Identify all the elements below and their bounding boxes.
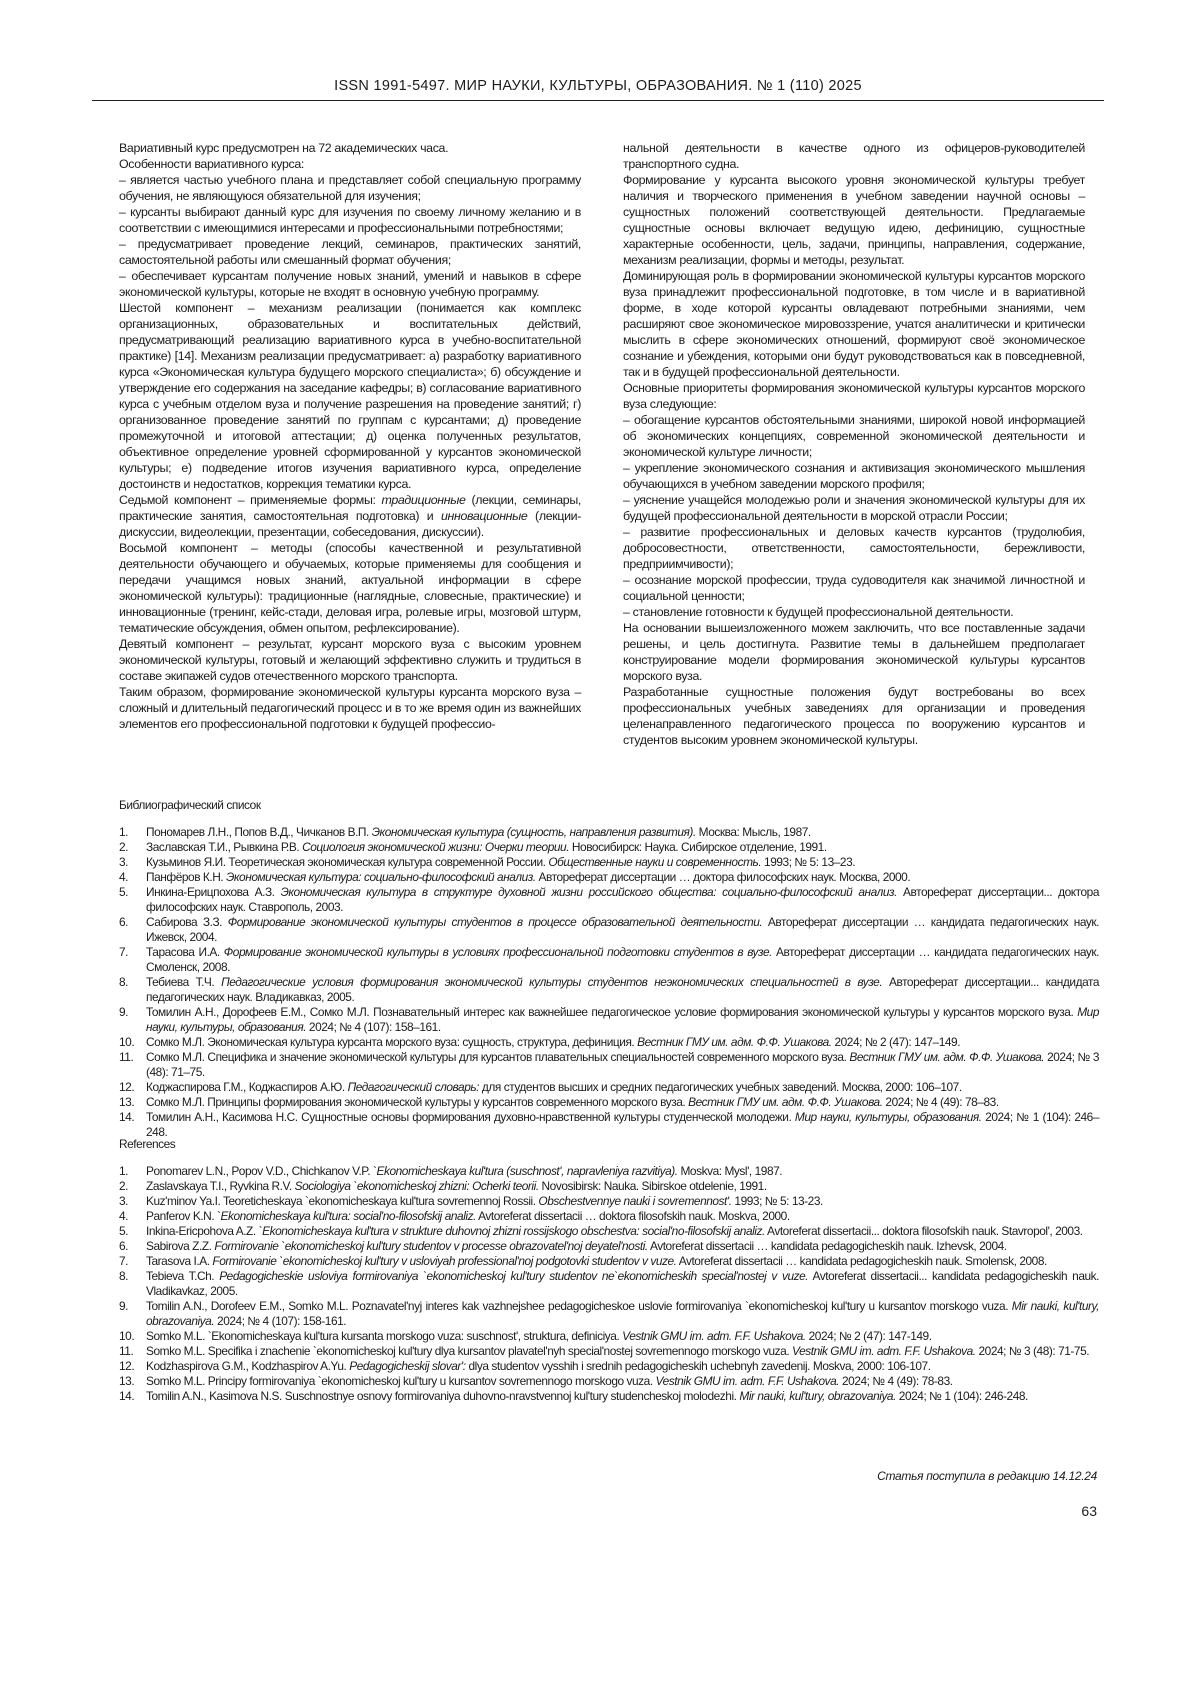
entry-number: 5. [119,1224,146,1239]
entry-text [146,1095,1099,1110]
entry-text-run: Тарасова И.А. [146,945,224,959]
bibliography-entry [119,1005,1099,1035]
entry-number: 12. [119,1359,146,1374]
entry-text-run: Novosibirsk: Nauka. Sibirskoe otdelenie, 1991. [539,1179,767,1193]
entry-text [146,1299,1099,1329]
entry-italic: Vestnik GMU im. adm. F.F. Ushakova. [622,1329,806,1343]
entry-text-run: Коджаспирова Г.М., Коджаспиров А.Ю. [146,1080,348,1094]
entry-number: 9. [119,1299,146,1329]
entry-text [146,1179,1099,1194]
entry-number: 1. [119,825,146,840]
entry-text [146,855,1099,870]
bibliography-entry [119,1035,1099,1050]
bibliography-entry [119,915,1099,945]
entry-text-run: dlya studentov vysshih i srednih pedagogicheskih uchebnyh zavedenij. Moskva, 2000: 106-107. [466,1359,931,1373]
paragraph: Основные приоритеты формирования экономической культуры курсантов морского вуза следующие: [623,380,1085,412]
entry-italic: Мир науки, культуры, образования. [795,1110,982,1124]
entry-text [146,1344,1099,1359]
references-list [119,1164,1099,1404]
entry-italic: Mir nauki, kul'tury, obrazovaniya. [146,1299,1099,1328]
entry-text-run: Tebieva T.Ch. [146,1269,219,1283]
entry-italic: Pedagogicheskij slovar': [349,1359,465,1373]
entry-italic: Вестник ГМУ им. адм. Ф.Ф. Ушакова. [849,1050,1044,1064]
entry-text [146,1050,1099,1080]
entry-text-run: Avtoreferat dissertacii … kandidata pedagogicheskih nauk. Smolensk, 2008. [677,1254,1047,1268]
entry-number: 3. [119,855,146,870]
received-date-note: Статья поступила в редакцию 14.12.24 [700,1469,1097,1483]
entry-number: 14. [119,1389,146,1404]
entry-text [146,1194,1099,1209]
entry-number: 13. [119,1095,146,1110]
entry-italic: Формирование экономической культуры в условиях профессиональной подготовки студентов в вузе. [224,945,772,959]
entry-number: 3. [119,1194,146,1209]
entry-number: 2. [119,840,146,855]
entry-text [146,825,1099,840]
entry-text-run: Сомко М.Л. Экономическая культура курсанта морского вуза: сущность, структура, дефиниция. [146,1035,637,1049]
list-item: – становление готовности к будущей профессиональной деятельности. [623,604,1085,620]
bibliography-section [119,798,1099,1140]
entry-text-run: Avtoreferat dissertacii... doktora filosofskih nauk. Stavropol', 2003. [765,1224,1083,1238]
paragraph: Шестой компонент – механизм реализации (понимается как комплекс организационных, образовательных и воспитательных действий, предусматривающий реализацию вариативного курса в учебно-воспитательной практике) [14]. Механизм реализации предусматривает: а) разработку вариативного курса «Экономическая культура будущего морского специалиста»; б) обсуждение и утверждение его содержания на заседание кафедры; в) согласование вариативного курса с учебным отделом вуза и получение разрешения на проведение занятий; г) организованное проведение занятий по группам с курсантами; д) проведение промежуточной и итоговой аттестации; д) оценка полученных результатов, объективное определение уровней сформированной у курсантов экономической культуры; е) подведение итогов изучения вариативного курса, определение достоинств и недостатков, коррекция тематики курса. [119,300,581,492]
bibliography-list [119,825,1099,1140]
entry-text-run: Avtoreferat dissertacii … kandidata pedagogicheskih nauk. Izhevsk, 2004. [648,1239,1007,1253]
entry-text-run: 2024; № 2 (47): 147-149. [806,1329,932,1343]
list-item: – обогащение курсантов обстоятельными знаниями, широкой новой информацией об экономических концепциях, современной экономической деятельности и экономической культуре личности; [623,412,1085,460]
entry-text [146,1005,1099,1035]
italic-term: традиционные [382,493,466,507]
references-heading: References [119,1137,1099,1152]
entry-text [146,1224,1099,1239]
entry-italic: `Ekonomicheskaya kul'tura v strukture duhovnoj zhizni rossijskogo obschestva: social'no-filosofskij analiz. [259,1224,765,1238]
list-item: – является частью учебного плана и представляет собой специальную программу обучения, не являющуюся обязательной для изучения; [119,172,581,204]
reference-entry [119,1209,1099,1224]
bibliography-entry [119,975,1099,1005]
list-item: – обеспечивает курсантам получение новых знаний, умений и навыков в сфере экономической культуры, которые не входят в основную учебную программу. [119,268,581,300]
entry-italic: Вестник ГМУ им. адм. Ф.Ф. Ушакова. [637,1035,831,1049]
entry-number: 5. [119,885,146,915]
entry-number: 7. [119,945,146,975]
entry-text [146,1035,1099,1050]
entry-number: 7. [119,1254,146,1269]
entry-text-run: Инкина-Ерицпохова А.З. [146,885,281,899]
reference-entry [119,1164,1099,1179]
bibliography-entry [119,1110,1099,1140]
entry-number: 10. [119,1035,146,1050]
entry-italic: Formirovanie `ekonomicheskoj kul'tury studentov v processe obrazovatel'noj deyatel'nosti. [214,1239,647,1253]
paragraph: нальной деятельности в качестве одного из офицеров-руководителей транспортного судна. [623,140,1085,172]
entry-italic: Mir nauki, kul'tury, obrazovaniya. [739,1389,896,1403]
reference-entry [119,1194,1099,1209]
reference-entry [119,1299,1099,1329]
entry-italic: Мир науки, культуры, образования. [146,1005,1099,1034]
paragraph [119,492,581,540]
entry-text-run: Кузьминов Я.И. Теоретическая экономическая культура современной России. [146,855,548,869]
bibliography-entry [119,1080,1099,1095]
entry-italic: Экономическая культура (сущность, направления развития). [372,825,696,839]
entry-italic: Экономическая культура: социально-философский анализ. [226,870,536,884]
entry-text-run: Kuz'minov Ya.I. Teoreticheskaya `ekonomicheskaya kul'tura sovremennoj Rossii. [146,1194,538,1208]
left-column [119,140,581,748]
entry-italic: Экономическая культура в структуре духовной жизни российского общества: социально-философский анализ. [281,885,897,899]
entry-text [146,1389,1099,1404]
entry-text [146,870,1099,885]
entry-text-run: Moskva: Mysl', 1987. [678,1164,783,1178]
entry-text-run: Сабирова З.З. [146,915,228,929]
entry-number: 11. [119,1344,146,1359]
page-number: 63 [1000,1503,1097,1519]
text-run: (лекции-дискуссии, видеолекции, презентации, собеседования, дискуссии). [119,509,581,539]
entry-text-run: Tomilin A.N., Kasimova N.S. Suschnostnye osnovy formirovaniya duhovno-nravstvennoj kul'tury studencheskoj molodezhi. [146,1389,739,1403]
entry-text-run: 1993; № 5: 13–23. [761,855,855,869]
reference-entry [119,1179,1099,1194]
entry-text [146,1329,1099,1344]
list-item: – развитие профессиональных и деловых качеств курсантов (трудолюбия, добросовестности, ответственности, самостоятельности, бережливости, предприимчивости); [623,524,1085,572]
entry-number: 12. [119,1080,146,1095]
entry-text-run: Panferov K.N. [146,1209,217,1223]
entry-text-run: Пономарев Л.Н., Попов В.Д., Чичканов В.П. [146,825,372,839]
entry-text-run: 2024; № 2 (47): 147–149. [832,1035,960,1049]
entry-text [146,885,1099,915]
entry-text-run: Inkina-Ericpohova A.Z. [146,1224,259,1238]
entry-text-run: 2024; № 4 (107): 158–161. [306,1020,441,1034]
list-item: – осознание морской профессии, труда судоводителя как значимой личностной и социальной ценности; [623,572,1085,604]
entry-number: 6. [119,1239,146,1254]
paragraph: На основании вышеизложенного можем заключить, что все поставленные задачи решены, и цель достигнута. Развитие темы в дальнейшем предполагает конструирование модели формирования экономической культуры курсантов морского вуза. [623,620,1085,684]
references-section [119,1137,1099,1404]
bibliography-entry [119,885,1099,915]
entry-italic: Vestnik GMU im. adm. F.F. Ushakova. [792,1344,976,1358]
entry-text-run: 2024; № 4 (107): 158-161. [214,1314,346,1328]
entry-text-run: 2024; № 1 (104): 246–248. [146,1110,1099,1139]
entry-italic: `Ekonomicheskaya kul'tura: social'no-filosofskij analiz. [217,1209,476,1223]
right-column [623,140,1085,748]
entry-italic: `Ekonomicheskaya kul'tura (suschnost', napravleniya razvitiya). [373,1164,678,1178]
paragraph: Вариативный курс предусмотрен на 72 академических часа. [119,140,581,156]
entry-text-run: Avtoreferat dissertacii … doktora filosofskih nauk. Moskva, 2000. [476,1209,790,1223]
entry-text [146,1269,1099,1299]
entry-text-run: Somko M.L. Specifika i znachenie `ekonomicheskoj kul'tury dlya kursantov plavatel'nyh special'nostej sovremennogo morskogo vuza. [146,1344,792,1358]
entry-text-run: 1993; № 5: 13-23. [732,1194,823,1208]
entry-number: 9. [119,1005,146,1035]
entry-number: 14. [119,1110,146,1140]
reference-entry [119,1389,1099,1404]
entry-italic: Formirovanie `ekonomicheskoj kul'tury v usloviyah professional'noj podgotovki studentov v vuze. [212,1254,676,1268]
entry-text-run: Тебиева Т.Ч. [146,975,221,989]
list-item: – курсанты выбирают данный курс для изучения по своему личному желанию и в соответствии с имеющимися интересами и профессиональными потребностями; [119,204,581,236]
reference-entry [119,1374,1099,1389]
entry-text-run: Avtoreferat dissertacii... kandidata pedagogicheskih nauk. Vladikavkaz, 2005. [146,1269,1099,1298]
entry-text-run: Автореферат диссертации... кандидата педагогических наук. Владикавказ, 2005. [146,975,1099,1004]
entry-italic: Формирование экономической культуры студентов в процессе образовательной деятельности. [228,915,763,929]
entry-text-run: Заславская Т.И., Рывкина Р.В. [146,840,302,854]
journal-header-title: ISSN 1991-5497. МИР НАУКИ, КУЛЬТУРЫ, ОБРАЗОВАНИЯ. № 1 (110) 2025 [334,78,862,94]
entry-text [146,1110,1099,1140]
italic-term: инновационные [441,509,527,523]
reference-entry [119,1269,1099,1299]
entry-text-run: для студентов высших и средних педагогических учебных заведений. Москва, 2000: 106–107. [479,1080,962,1094]
entry-number: 8. [119,1269,146,1299]
entry-text-run: Tomilin A.N., Dorofeev E.M., Somko M.L. Poznavatel'nyj interes kak vazhnejshee pedagogicheskoe uslovie formirovaniya `ekonomicheskoj kul'tury u kursantov morskogo vuza. [146,1299,1012,1313]
entry-text [146,1374,1099,1389]
entry-text-run: 2024; № 4 (49): 78–83. [883,1095,999,1109]
entry-text-run: Сомко М.Л. Принципы формирования экономической культуры у курсантов современного морского вуза. [146,1095,688,1109]
entry-text-run: Автореферат диссертации … кандидата педагогических наук. Смоленск, 2008. [146,945,1099,974]
paragraph: Особенности вариативного курса: [119,156,581,172]
list-item: – предусматривает проведение лекций, семинаров, практических занятий, самостоятельной работы или смешанный формат обучения; [119,236,581,268]
entry-number: 4. [119,870,146,885]
bibliography-entry [119,840,1099,855]
entry-text [146,1164,1099,1179]
entry-number: 6. [119,915,146,945]
entry-italic: Obschestvennye nauki i sovremennost'. [538,1194,731,1208]
bibliography-heading: Библиографический список [119,798,1099,813]
entry-italic: Vestnik GMU im. adm. F.F. Ushakova. [656,1374,840,1388]
entry-text [146,1239,1099,1254]
entry-italic: Социология экономической жизни: Очерки теории. [302,840,569,854]
entry-number: 10. [119,1329,146,1344]
entry-italic: Sociologiya `ekonomicheskoj zhizni: Ocherki teorii. [295,1179,539,1193]
entry-text-run: Sabirova Z.Z. [146,1239,214,1253]
entry-text-run: Tarasova I.A. [146,1254,212,1268]
entry-text-run: Томилин А.Н., Касимова Н.С. Сущностные основы формирования духовно-нравственной культуры студенческой молодежи. [146,1110,795,1124]
paragraph: Разработанные сущностные положения будут востребованы во всех профессиональных учебных заведениях для организации и проведения целенаправленного педагогического процесса по вооружению курсантов и студентов высоким уровнем экономической культуры. [623,684,1085,748]
entry-number: 1. [119,1164,146,1179]
entry-number: 11. [119,1050,146,1080]
entry-text [146,1080,1099,1095]
entry-text-run: Ponomarev L.N., Popov V.D., Chichkanov V.P. [146,1164,373,1178]
entry-text-run: Москва: Мысль, 1987. [696,825,811,839]
reference-entry [119,1224,1099,1239]
entry-text [146,975,1099,1005]
entry-text-run: 2024; № 3 (48): 71-75. [976,1344,1089,1358]
article-body [119,140,1085,748]
entry-text [146,1359,1099,1374]
entry-text [146,945,1099,975]
reference-entry [119,1359,1099,1374]
entry-text [146,1209,1099,1224]
entry-text-run: Автореферат диссертации … кандидата педагогических наук. Ижевск, 2004. [146,915,1099,944]
entry-text-run: Автореферат диссертации... доктора философских наук. Ставрополь, 2003. [146,885,1099,914]
entry-text-run: Сомко М.Л. Специфика и значение экономической культуры для курсантов плавательных специальностей современного морского вуза. [146,1050,849,1064]
entry-italic: Педагогический словарь: [348,1080,479,1094]
list-item: – уяснение учащейся молодежью роли и значения экономической культуры для их будущей профессиональной деятельности в морской отрасли России; [623,492,1085,524]
paragraph: Доминирующая роль в формировании экономической культуры курсантов морского вуза принадлежит профессиональной подготовке, в том числе и в вариативной форме, в ходе которой курсанты овладевают потребными знаниями, чем расширяют свое экономическое мировоззрение, учатся аналитически и критически мыслить в сфере экономических отношений, формируют своё экономическое сознание и убеждения, которыми они будут руководствоваться как в повседневной, так и в будущей профессиональной деятельности. [623,268,1085,380]
entry-text-run: Somko M.L. `Ekonomicheskaya kul'tura kursanta morskogo vuza: suschnost', struktura, definiciya. [146,1329,622,1343]
entry-italic: Педагогические условия формирования экономической культуры студентов неэкономических специальностей в вузе. [221,975,882,989]
entry-text-run: Kodzhaspirova G.M., Kodzhaspirov A.Yu. [146,1359,349,1373]
paragraph: Таким образом, формирование экономической культуры курсанта морского вуза – сложный и длительный педагогический процесс и в то же время один из важнейших элементов его профессиональной подготовки к будущей профессио- [119,684,581,732]
entry-text-run: 2024; № 3 (48): 71–75. [146,1050,1099,1079]
entry-text-run: Автореферат диссертации … доктора философских наук. Москва, 2000. [536,870,911,884]
paragraph: Восьмой компонент – методы (способы качественной и результативной деятельности обучающего и обучаемых, которые применяемы для сообщения и передачи учащимся новых знаний, актуальной информации в сфере экономической культуры): традиционные (наглядные, словесные, практические) и инновационные (тренинг, кейс-стади, деловая игра, ролевые игры, мозговой штурм, тематические обсуждения, обмен опытом, рефлексирование). [119,540,581,636]
entry-text-run: 2024; № 1 (104): 246-248. [896,1389,1028,1403]
entry-number: 8. [119,975,146,1005]
entry-text [146,915,1099,945]
entry-text-run: 2024; № 4 (49): 78-83. [839,1374,952,1388]
bibliography-entry [119,855,1099,870]
entry-number: 4. [119,1209,146,1224]
paragraph: Девятый компонент – результат, курсант морского вуза с высоким уровнем экономической культуры, готовый и желающий эффективно служить и трудиться в составе экипажей судов отечественного морского транспорта. [119,636,581,684]
entry-number: 2. [119,1179,146,1194]
list-item: – укрепление экономического сознания и активизация экономического мышления обучающихся в учебном заведении морского профиля; [623,460,1085,492]
entry-text-run: Новосибирск: Наука. Сибирское отделение, 1991. [569,840,827,854]
bibliography-entry [119,1050,1099,1080]
reference-entry [119,1329,1099,1344]
entry-text [146,840,1099,855]
paragraph: Формирование у курсанта высокого уровня экономической культуры требует наличия и творческого применения в учебном заведении научной основы – сущностных положений соответствующей деятельности. Предлагаемые сущностные основы включает ведущую идею, дефиницию, сущностные характерные особенности, цель, задачи, принципы, направления, содержание, механизм реализации, формы и методы, результат. [623,172,1085,268]
journal-header [92,78,1104,101]
entry-text-run: Томилин А.Н., Дорофеев Е.М., Сомко М.Л. Познавательный интерес как важнейшее педагогическое условие формирования экономической культуры у курсантов морского вуза. [146,1005,1077,1019]
bibliography-entry [119,1095,1099,1110]
reference-entry [119,1344,1099,1359]
entry-text-run: Zaslavskaya T.I., Ryvkina R.V. [146,1179,295,1193]
text-run: Седьмой компонент – применяемые формы: [119,493,382,507]
entry-number: 13. [119,1374,146,1389]
entry-text [146,1254,1099,1269]
entry-italic: Общественные науки и современность. [548,855,761,869]
entry-text-run: Панфёров К.Н. [146,870,226,884]
bibliography-entry [119,825,1099,840]
bibliography-entry [119,945,1099,975]
entry-italic: Вестник ГМУ им. адм. Ф.Ф. Ушакова. [688,1095,882,1109]
reference-entry [119,1239,1099,1254]
entry-text-run: Somko M.L. Principy formirovaniya `ekonomicheskoj kul'tury u kursantov sovremennogo morskogo vuza. [146,1374,656,1388]
text-run: (лекции, семинары, практические занятия, самостоятельная подготовка) и [119,493,581,523]
reference-entry [119,1254,1099,1269]
bibliography-entry [119,870,1099,885]
entry-italic: Pedagogicheskie usloviya formirovaniya `ekonomicheskoj kul'tury studentov ne`ekonomicheskih special'nostej v vuze. [219,1269,808,1283]
